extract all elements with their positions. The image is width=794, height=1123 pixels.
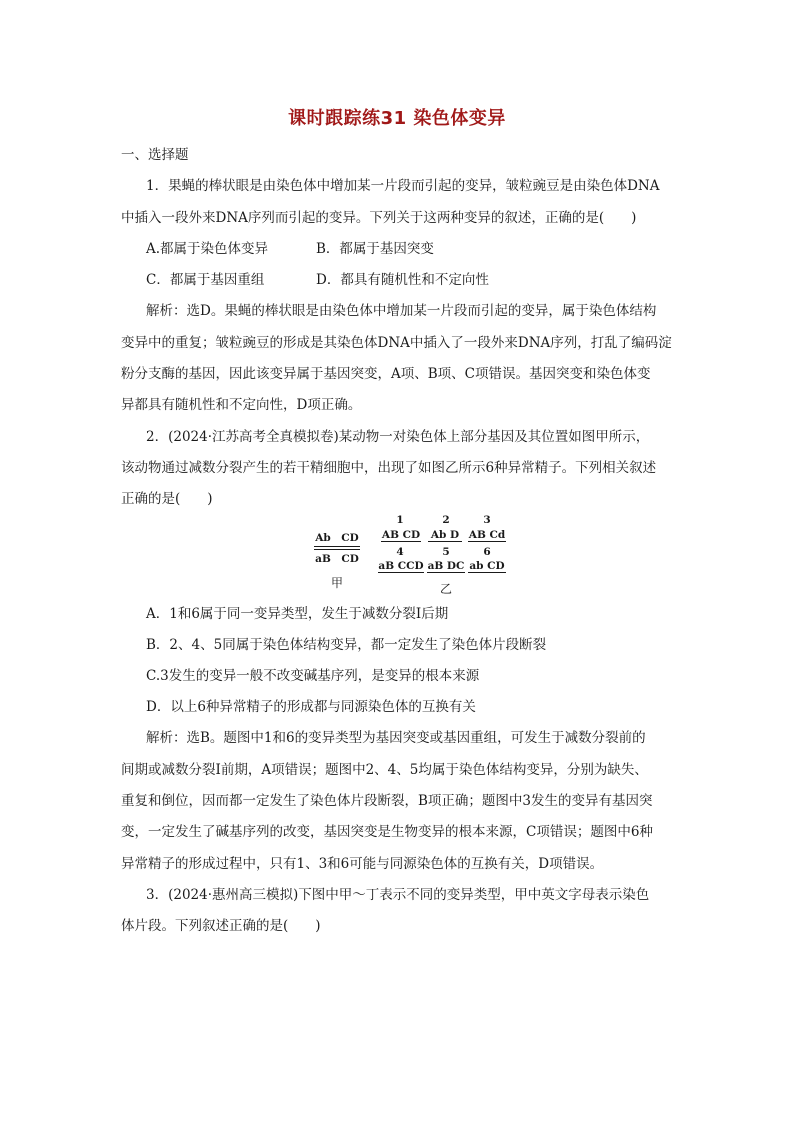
figure-yi-sperm-1: AB CD [381, 529, 421, 541]
figure-jia-label: 甲 [330, 576, 343, 590]
figure-yi-sperm-5: aB DC [427, 560, 465, 572]
figure-yi-sperm-6: ab CD [469, 560, 505, 572]
figure-yi-num-4: 4 [396, 546, 404, 558]
q1-stem-line-2: 中插入一段外来DNA序列而引起的变异。下列关于这两种变异的叙述，正确的是( ) [121, 210, 637, 226]
q2-analysis-line-5: 异常精子的形成过程中，只有1、3和6可能与同源染色体的互换有关，D项错误。 [121, 856, 604, 872]
q1-analysis-line-3: 粉分支酶的基因，因此该变异属于基因突变，A项、B项、C项错误。基因突变和染色体变 [121, 366, 651, 382]
figure-jia-bottom: aB CD [315, 553, 359, 565]
section-heading: 一、选择题 [121, 147, 189, 163]
q2-option-b: B．2、4、5同属于染色体结构变异，都一定发生了染色体片段断裂 [146, 637, 547, 653]
figure-yi-num-3: 3 [483, 514, 491, 526]
figure-yi-sperm-4: aB CCD [378, 560, 424, 572]
q1-analysis-line-1: 解析：选D。果蝇的棒状眼是由染色体中增加某一片段而引起的变异，属于染色体结构 [146, 303, 657, 319]
q2-option-a: A．1和6属于同一变异类型，发生于减数分裂Ⅰ后期 [146, 606, 449, 622]
q2-analysis-line-2: 间期或减数分裂Ⅰ前期，A项错误；题图中2、4、5均属于染色体结构变异，分别为缺失、 [121, 762, 648, 778]
figure-jia-divider [314, 546, 360, 547]
q2-stem-line-2: 该动物通过减数分裂产生的若干精细胞中，出现了如图乙所示6种异常精子。下列相关叙述 [121, 460, 657, 476]
q2-stem-line-3: 正确的是( ) [121, 491, 213, 507]
q2-analysis-line-4: 变，一定发生了碱基序列的改变，基因突变是生物变异的根本来源，C项错误；题图中6种 [121, 824, 653, 840]
q2-stem-line-1: 2．(2024·江苏高考全真模拟卷)某动物一对染色体上部分基因及其位置如图甲所示， [146, 429, 650, 445]
q1-option-c: C．都属于基因重组 [146, 272, 265, 288]
q1-analysis-line-4: 异都具有随机性和不定向性，D项正确。 [121, 397, 362, 413]
figure-yi-num-2: 2 [442, 514, 450, 526]
q2-option-c: C.3发生的变异一般不改变碱基序列，是变异的根本来源 [146, 668, 480, 684]
q1-analysis-line-2: 变异中的重复；皱粒豌豆的形成是其染色体DNA中插入了一段外来DNA序列，打乱了编码淀 [121, 335, 672, 351]
q1-options-row-1 [146, 239, 434, 259]
q1-option-b: B．都属于基因突变 [316, 241, 434, 257]
figure-yi-num-1: 1 [396, 514, 404, 526]
figure-yi-sperm-2: Ab D [428, 529, 462, 542]
q3-stem-line-1: 3．(2024·惠州高三模拟)下图中甲～丁表示不同的变异类型，甲中英文字母表示染色 [146, 887, 650, 903]
q2-option-d: D．以上6种异常精子的形成都与同源染色体的互换有关 [146, 699, 476, 715]
figure-yi-label: 乙 [439, 582, 452, 596]
figure-yi-num-5: 5 [442, 546, 450, 558]
page-title: 课时跟踪练31 染色体变异 [288, 108, 506, 129]
figure-yi-num-6: 6 [483, 546, 491, 558]
q2-analysis-line-1: 解析：选B。题图中1和6的变异类型为基因突变或基因重组，可发生于减数分裂前的 [146, 730, 646, 746]
figure-yi-sperm-3: AB Cd [468, 529, 506, 541]
q2-analysis-line-3: 重复和倒位，因而都一定发生了染色体片段断裂，B项正确；题图中3发生的变异有基因突 [121, 793, 653, 809]
q1-stem-line-1: 1．果蝇的棒状眼是由染色体中增加某一片段而引起的变异，皱粒豌豆是由染色体DNA [146, 178, 660, 194]
figure-jia-top: Ab CD [315, 532, 359, 544]
q2-figure [0, 512, 794, 596]
q1-options-row-2 [146, 270, 489, 290]
q1-option-a: A.都属于染色体变异 [146, 241, 269, 257]
q1-option-d: D．都具有随机性和不定向性 [316, 272, 489, 288]
figure-jia-divider-2 [314, 549, 360, 550]
q3-stem-line-2: 体片段。下列叙述正确的是( ) [121, 918, 321, 934]
